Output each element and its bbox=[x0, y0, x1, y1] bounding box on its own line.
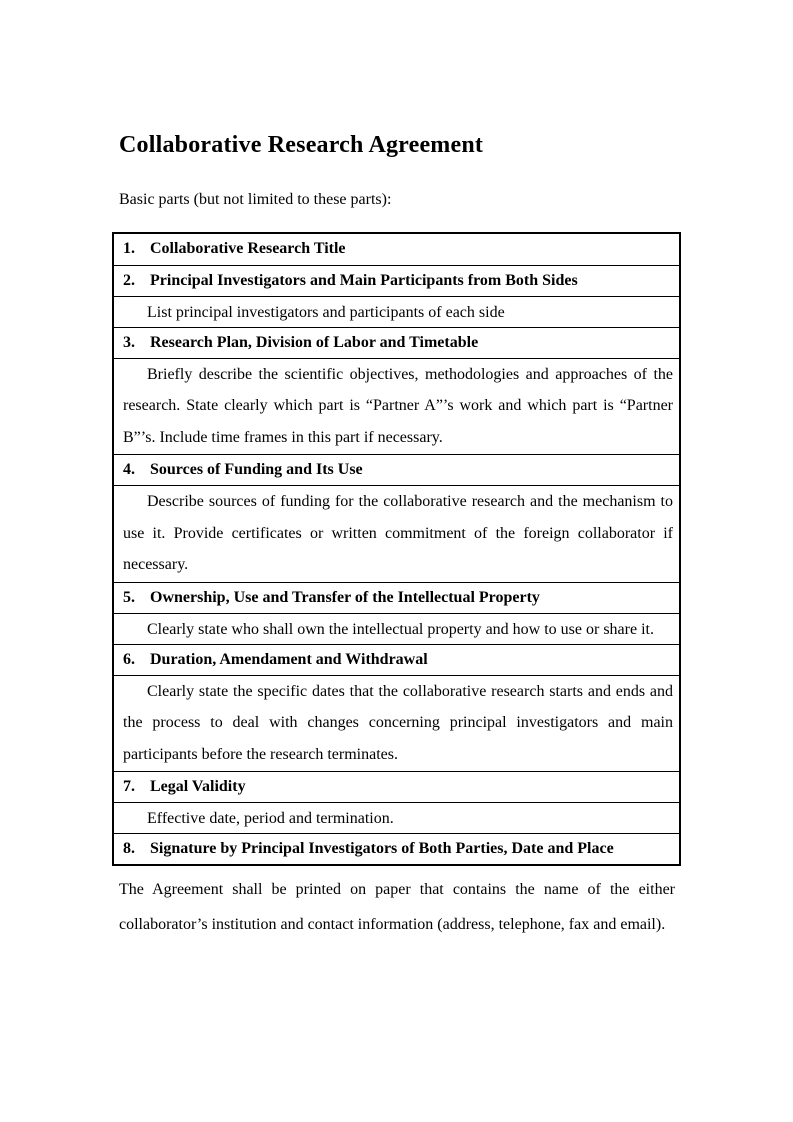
table-row-description bbox=[114, 613, 679, 644]
page-title: Collaborative Research Agreement bbox=[119, 132, 484, 158]
row-description-text: Clearly state the specific dates that the collaborative research starts and ends and the process to deal with changes concerning principal investigators and main participants before the research terminates. bbox=[123, 682, 673, 763]
row-number: 2. bbox=[123, 271, 135, 289]
row-heading-label: Research Plan, Division of Labor and Timetable bbox=[150, 333, 479, 351]
agreement-table bbox=[112, 232, 681, 867]
row-number: 6. bbox=[123, 650, 135, 668]
table-row-heading bbox=[114, 327, 679, 358]
row-description-text: Clearly state who shall own the intellectual property and how to use or share it. bbox=[147, 620, 654, 638]
footer-paragraph: The Agreement shall be printed on paper that contains the name of the either collaborator’s institution and contact information (address, telephone, fax and email). bbox=[119, 881, 675, 933]
table-row-heading bbox=[114, 771, 679, 802]
row-heading-label: Duration, Amendament and Withdrawal bbox=[150, 650, 428, 668]
table-row-heading bbox=[114, 454, 679, 485]
table-row-description bbox=[114, 358, 679, 455]
row-description-text: Briefly describe the scientific objectives, methodologies and approaches of the research. State clearly which part is “Partner A”’s work and which part is “Partner B”’s. Include time frames in this part if necessary. bbox=[123, 365, 673, 446]
table-row-description bbox=[114, 296, 679, 327]
table-row-heading bbox=[114, 234, 679, 265]
row-number: 5. bbox=[123, 588, 135, 606]
row-description-text: List principal investigators and participants of each side bbox=[147, 303, 505, 321]
row-heading-label: Legal Validity bbox=[150, 778, 246, 796]
table-row-description bbox=[114, 675, 679, 772]
row-number: 4. bbox=[123, 461, 135, 479]
row-description-text: Effective date, period and termination. bbox=[147, 810, 394, 828]
row-number: 8. bbox=[123, 840, 135, 858]
table-row-heading bbox=[114, 265, 679, 296]
row-heading-label: Principal Investigators and Main Participants from Both Sides bbox=[150, 271, 578, 289]
table-row-description bbox=[114, 485, 679, 582]
table-row-heading bbox=[114, 644, 679, 675]
row-description-text: Describe sources of funding for the collaborative research and the mechanism to use it. Provide certificates or written commitment of the foreign collaborator if necessary. bbox=[123, 493, 673, 574]
table-row-description bbox=[114, 802, 679, 833]
row-number: 7. bbox=[123, 778, 135, 796]
row-number: 3. bbox=[123, 333, 135, 351]
row-heading-label: Signature by Principal Investigators of Both Parties, Date and Place bbox=[150, 840, 614, 858]
table-row-heading bbox=[114, 833, 679, 864]
row-heading-label: Sources of Funding and Its Use bbox=[150, 461, 363, 479]
table-row-heading bbox=[114, 582, 679, 613]
intro-text: Basic parts (but not limited to these parts): bbox=[119, 190, 392, 208]
row-number: 1. bbox=[123, 240, 135, 258]
row-heading-label: Collaborative Research Title bbox=[150, 240, 346, 258]
row-heading-label: Ownership, Use and Transfer of the Intellectual Property bbox=[150, 588, 540, 606]
